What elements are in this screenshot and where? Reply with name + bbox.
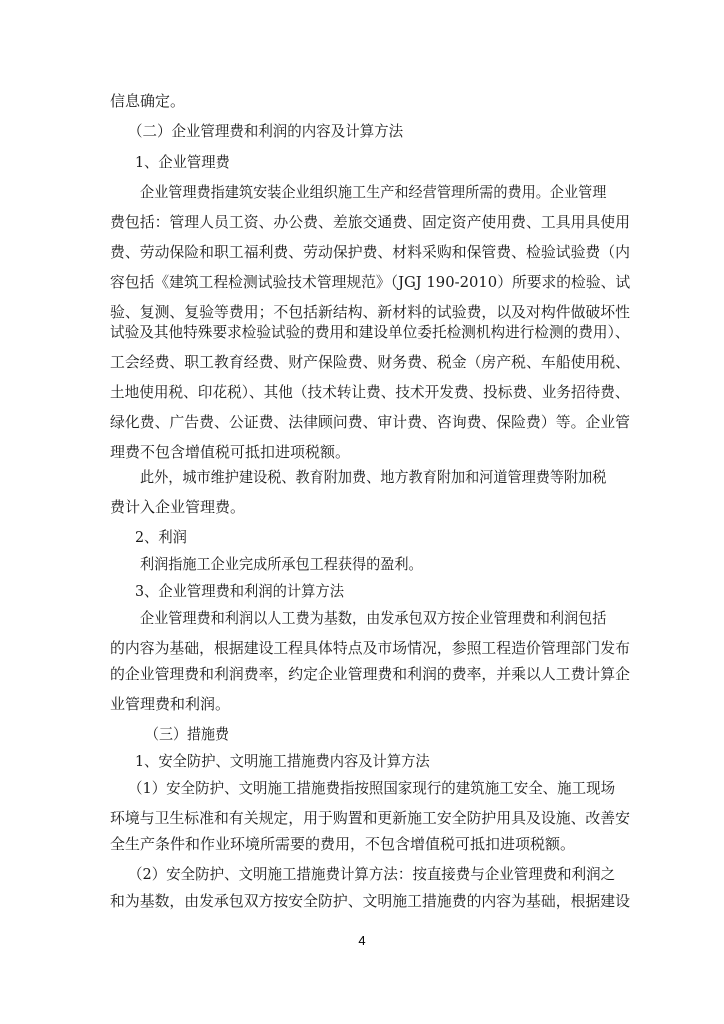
text-line: 费包括：管理人员工资、办公费、差旅交通费、固定资产使用费、工具用具使用 xyxy=(110,213,631,231)
text-line: 土地使用税、印花税）、其他（技术转让费、技术开发费、投标费、业务招待费、 xyxy=(110,383,630,401)
subsection-heading: 2、利润 xyxy=(135,528,187,546)
text-line: 容包括《建筑工程检测试验技术管理规范》（JGJ 190-2010）所要求的检验、试 xyxy=(110,273,631,291)
subsection-heading: 1、安全防护、文明施工措施费内容及计算方法 xyxy=(135,752,430,770)
text-line: 费计入企业管理费。 xyxy=(110,498,246,516)
page-number: 4 xyxy=(358,933,366,948)
text-line: 企业管理费指建筑安装企业组织施工生产和经营管理所需的费用。企业管理 xyxy=(140,183,607,201)
text-line: 试验及其他特殊要求检验试验的费用和建设单位委托检测机构进行检测的费用）、 xyxy=(110,323,630,341)
text-line: 此外，城市维护建设税、教育附加费、地方教育附加和河道管理费等附加税 xyxy=(140,468,607,486)
text-line: 费、劳动保险和职工福利费、劳动保护费、材料采购和保管费、检验试验费（内 xyxy=(110,243,631,261)
text-line: 的企业管理费和利润费率，约定企业管理费和利润的费率，并乘以人工费计算企 xyxy=(110,665,631,683)
text-line: 和为基数，由发承包双方按安全防护、文明施工措施费的内容为基础，根据建设 xyxy=(110,892,631,910)
section-heading: （二）企业管理费和利润的内容及计算方法 xyxy=(128,122,404,140)
text-line: 理费不包含增值税可抵扣进项税额。 xyxy=(110,443,351,461)
text-line: 的内容为基础，根据建设工程具体特点及市场情况，参照工程造价管理部门发布 xyxy=(110,639,631,657)
text-line: 环境与卫生标准和有关规定，用于购置和更新施工安全防护用具及设施、改善安 xyxy=(110,809,631,827)
section-heading: （三）措施费 xyxy=(145,725,229,743)
text-line: 全生产条件和作业环境所需要的费用，不包含增值税可抵扣进项税额。 xyxy=(110,835,576,853)
text-line: 绿化费、广告费、公证费、法律顾问费、审计费、咨询费、保险费）等。企业管 xyxy=(110,413,631,431)
text-line: 信息确定。 xyxy=(110,92,186,110)
text-line: （1）安全防护、文明施工措施费指按照国家现行的建筑施工安全、施工现场 xyxy=(128,779,616,797)
text-line: 验、复测、复验等费用；不包括新结构、新材料的试验费，以及对构件做破坏性 xyxy=(110,303,631,321)
text-line: 利润指施工企业完成所承包工程获得的盈利。 xyxy=(140,555,423,573)
text-line: 企业管理费和利润以人工费为基数，由发承包双方按企业管理费和利润包括 xyxy=(140,609,607,627)
text-line: 工会经费、职工教育经费、财产保险费、财务费、税金（房产税、车船使用税、 xyxy=(110,353,631,371)
subsection-heading: 3、企业管理费和利润的计算方法 xyxy=(135,582,344,600)
text-line: （2）安全防护、文明施工措施费计算方法：按直接费与企业管理费和利润之 xyxy=(128,865,616,883)
text-line: 业管理费和利润。 xyxy=(110,695,231,713)
subsection-heading: 1、企业管理费 xyxy=(135,153,230,171)
